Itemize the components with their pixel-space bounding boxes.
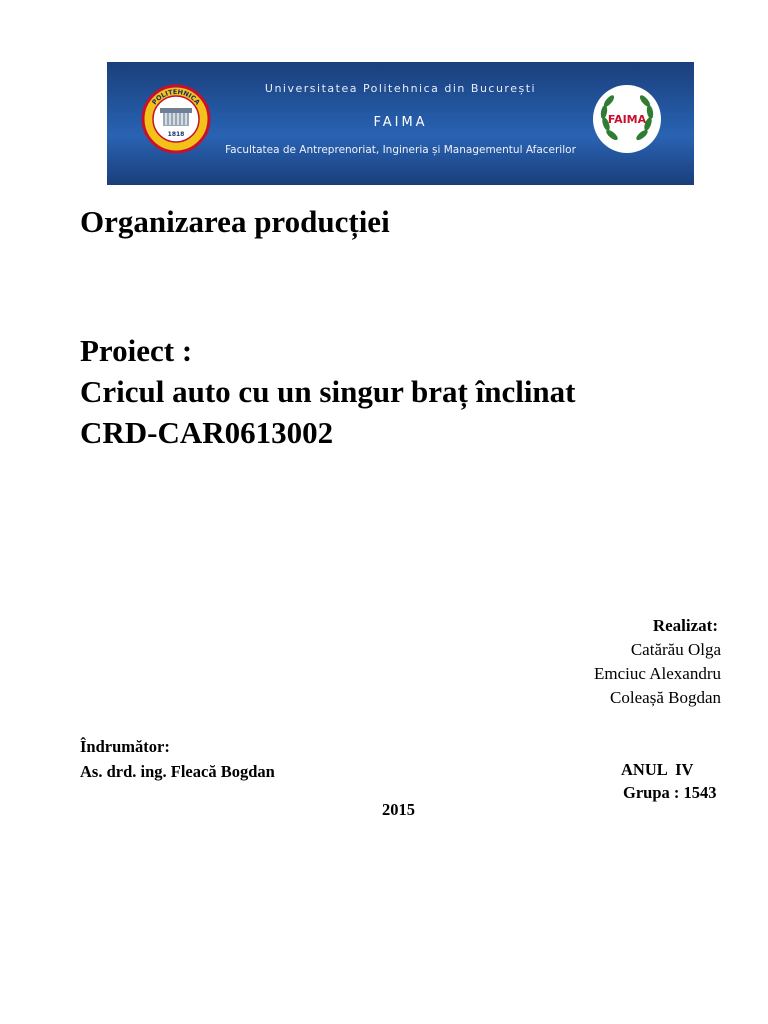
university-name: Universitatea Politehnica din București (264, 82, 537, 95)
project-code: CRD-CAR0613002 (80, 415, 334, 450)
svg-text:FAIMA: FAIMA (607, 113, 647, 126)
advisor-label: Îndrumător: (80, 737, 170, 756)
course-title: Organizarea producției (80, 204, 390, 239)
group-number: Grupa : 1543 (623, 783, 717, 802)
faculty-abbreviation: FAIMA (373, 115, 428, 130)
header-banner (107, 62, 694, 185)
advisor-block (80, 734, 275, 784)
svg-text:1818: 1818 (167, 131, 185, 138)
document-year: 2015 (382, 800, 415, 819)
author-name: Coleașă Bogdan (610, 688, 721, 707)
advisor-name: As. drd. ing. Fleacă Bogdan (80, 762, 275, 781)
study-year: ANUL IV (621, 760, 694, 779)
authors-block (594, 614, 721, 710)
project-block (80, 330, 576, 453)
project-label: Proiect : (80, 333, 193, 368)
faculty-full-name: Facultatea de Antreprenoriat, Ingineria și Managementul Afacerilor (225, 144, 576, 156)
author-name: Catărău Olga (630, 640, 721, 659)
author-name: Emciuc Alexandru (594, 664, 721, 683)
faima-logo (592, 84, 662, 154)
authors-label: Realizat: (652, 616, 718, 635)
academic-info (621, 758, 717, 804)
project-name: Cricul auto cu un singur braț înclinat (80, 374, 576, 409)
svg-text:POLITEHNICA: POLITEHNICA (150, 87, 202, 107)
